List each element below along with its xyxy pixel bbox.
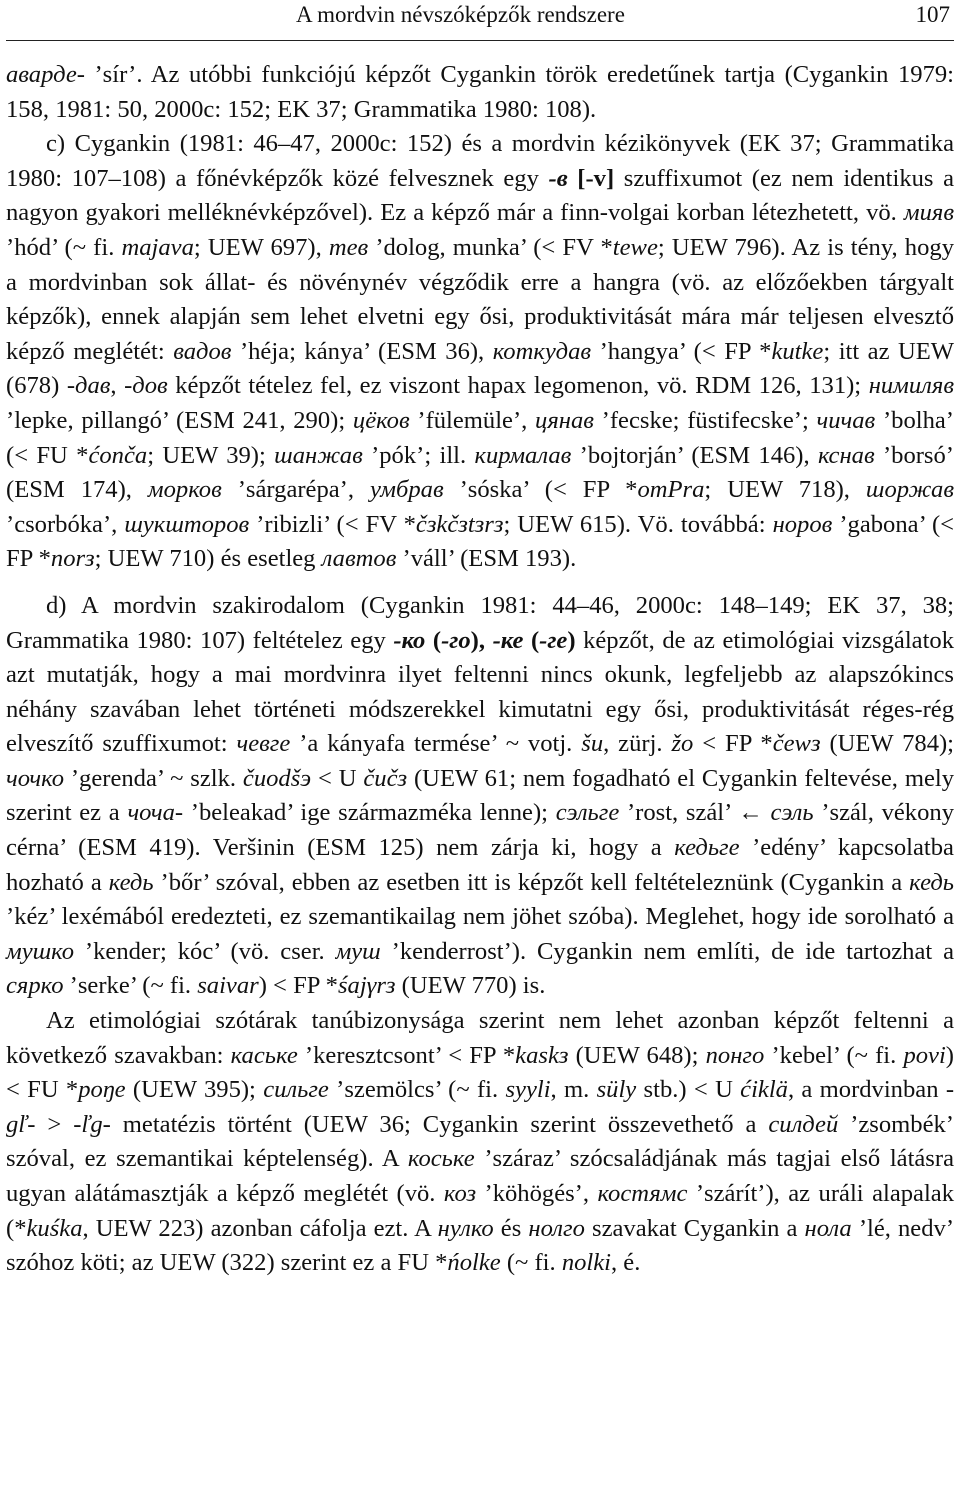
text-run: ’bőr’ szóval, ebben az esetben itt is képzőt kell feltételeznünk (Cygankin a	[153, 868, 910, 896]
text-run: ’bolha’ (< FU *	[6, 406, 954, 469]
text-run: (~ fi.	[500, 1249, 562, 1277]
cited-form: нола	[804, 1214, 852, 1242]
cited-form: костямс	[597, 1180, 688, 1207]
cited-form: коське	[407, 1145, 475, 1173]
cited-form: понго	[705, 1041, 765, 1069]
text-run: ’pók’; ill.	[362, 441, 475, 469]
header-title: A mordvin névszóképzők rendszere	[296, 2, 625, 27]
text-run: ’gabona’ (< FP *	[6, 510, 954, 573]
cited-form: poŋe	[78, 1076, 126, 1104]
text-run: ’hód’ (~ fi.	[6, 233, 122, 261]
cited-form: кедь	[909, 868, 954, 896]
text-run: (UEW 61; nem fogadható el Cygankin feltevése, mely szerint ez a	[6, 764, 955, 827]
cited-form: чевге	[236, 730, 291, 758]
cited-form: majava	[121, 233, 194, 261]
text-run: ,	[110, 372, 125, 400]
cited-form: -дов	[124, 372, 168, 400]
cited-form: saivar	[197, 972, 259, 1000]
cited-form: -ко	[393, 626, 426, 654]
cited-form: каське	[230, 1041, 298, 1069]
text-run: ’szemölcs’ (~ fi.	[328, 1076, 506, 1104]
text-run: (UEW 770) is.	[395, 972, 546, 1000]
text-run: ; itt az UEW (678)	[6, 337, 955, 400]
cited-form: сильге	[263, 1076, 329, 1104]
text-run: ’szál, vékony cérna’ (ESM 419). Veršinin (ESM 125) nem zárja ki, hogy a	[6, 799, 954, 862]
cited-form: мияв	[903, 199, 954, 227]
text-run: , UEW 223) azonban cáfolja ezt. A	[82, 1214, 438, 1242]
text-run: ; UEW 718),	[704, 476, 866, 504]
text-run: ’zsombék’ szóval, ez szemantikai képtelenség). A	[6, 1110, 954, 1173]
cited-form: вадов	[173, 337, 232, 365]
cited-form: kuśka	[26, 1214, 83, 1242]
text-run: ’hangya’ (< FP *	[591, 337, 772, 365]
running-header	[6, 0, 954, 41]
text-run: ; UEW 710) és esetleg	[94, 545, 322, 573]
text-run: ’borsó’ (ESM 174),	[6, 441, 954, 504]
text-run: képzőt tételez fel, ez viszont hapax legomenon, vö. RDM 126, 131);	[167, 372, 869, 400]
text-run: ’csorbóka’,	[6, 510, 125, 538]
text-run: ’sárgarépa’,	[221, 476, 370, 504]
cited-form: сярко	[6, 972, 64, 1000]
cited-form: süly	[596, 1076, 637, 1104]
cited-form: kaskз	[515, 1041, 569, 1069]
cited-form: nolki	[561, 1249, 611, 1277]
cited-form: цянав	[535, 406, 594, 434]
cited-form: нимиляв	[868, 372, 955, 400]
cited-form: šu	[581, 730, 604, 758]
text-run: ’sóska’ (< FP *	[443, 476, 638, 504]
text-run: (	[523, 626, 540, 654]
body-text	[6, 58, 954, 1281]
text-run: ’szárít’), az uráli alapalak (*	[6, 1180, 955, 1242]
cited-form: -gľ-	[6, 1076, 955, 1138]
cited-form: шукшторов	[124, 510, 250, 538]
text-run: [-v]	[567, 164, 615, 192]
cited-form: kutke	[771, 337, 824, 365]
text-run: ’kenderrost’). Cygankin nem említi, de ide tartozhat a	[380, 937, 954, 965]
cited-form: čewз	[772, 730, 821, 758]
text-run: , zürj.	[603, 730, 672, 758]
cited-form: нулко	[437, 1214, 494, 1242]
text-run: , a mordvinban	[787, 1076, 946, 1104]
text-run: c) Cygankin (1981: 46–47, 2000c: 152) és a mordvin kézikönyvek (EK 37; Grammatika 1980: 107–108) a főnévképzők közé felvesznek egy	[6, 130, 954, 192]
text-run: ’kéz’ lexémából eredezteti, ez szemantikailag nem jöhet szóba). Meglehet, hogy ide sorolható a	[6, 903, 954, 931]
paragraph	[6, 1004, 954, 1281]
cited-form: -дав	[66, 372, 111, 400]
page-number: 107	[915, 2, 950, 27]
cited-form: силдей	[768, 1110, 839, 1138]
cited-form: чоча-	[127, 799, 184, 827]
cited-form: коз	[443, 1180, 477, 1207]
text-run: (	[425, 626, 442, 654]
text-run: ’sír’. Az utóbbi funkciójú képzőt Cygankin török eredetűnek tartja (Cygankin 1979: 158, 1981: 50, 2000c: 152; EK 37; Grammatika 1980: 108).	[6, 61, 954, 123]
text-run: szavakat Cygankin a	[584, 1214, 805, 1242]
text-run: ’száraz’ szócsaládjának más tagjai első látásra ugyan alátámasztják a képző meglétét (vö.	[6, 1145, 954, 1207]
text-run: ’a kányafa termése’ ~ votj.	[290, 730, 582, 758]
cited-form: морков	[147, 476, 222, 504]
cited-form: ńolke	[447, 1249, 501, 1277]
cited-form: муш	[335, 937, 381, 965]
cited-form: ćiklä	[740, 1076, 788, 1104]
cited-form: нолго	[528, 1214, 585, 1242]
cited-form: шанжав	[274, 441, 363, 469]
cited-form: žo	[671, 730, 694, 758]
cited-form: ćonča	[88, 441, 148, 469]
text-run: és	[493, 1214, 529, 1242]
cited-form: шоржав	[865, 476, 954, 504]
cited-form: tewe	[612, 233, 658, 261]
text-run: )	[567, 626, 576, 654]
text-run: stb.) < U	[636, 1076, 741, 1104]
text-run: ; UEW 615). Vö. továbbá:	[503, 510, 773, 538]
text-run: ; UEW 697),	[193, 233, 329, 261]
cited-form: сэльге	[555, 799, 620, 827]
paragraph	[6, 127, 954, 577]
text-run: (UEW 648);	[568, 1041, 706, 1069]
text-run: ’serke’ (~ fi.	[63, 972, 198, 1000]
text-run: ),	[470, 626, 493, 654]
cited-form: чочко	[6, 764, 64, 792]
cited-form: -ľg-	[73, 1110, 111, 1138]
text-run: >	[35, 1110, 74, 1138]
text-run: Az etimológiai szótárak tanúbizonysága szerint nem lehet azonban képzőt feltenni a következő szavakban:	[6, 1007, 954, 1069]
text-run: (UEW 395);	[125, 1076, 264, 1104]
text-run: ’lé, nedv’ szóhoz köti; az UEW (322) szerint ez a FU *	[6, 1214, 955, 1277]
text-run: ’gerenda’ ~ szlk.	[64, 764, 243, 792]
text-run: ’köhögés’,	[476, 1180, 598, 1207]
text-run: ’beleakad’ ige származméka lenne);	[183, 799, 556, 827]
text-run: ’edény’ kapcsolatba hozható a	[6, 834, 954, 896]
text-run: (UEW 784);	[820, 730, 955, 758]
text-run: ’fecske; füstifecske’;	[593, 406, 817, 434]
cited-form: -го	[441, 626, 471, 654]
cited-form: norз	[50, 545, 95, 573]
text-run: ’lepke, pillangó’ (ESM 241, 290);	[6, 406, 353, 434]
text-run: szuffixumot (ez nem identikus a nagyon gyakori melléknévképzővel). Ez a képző már a finn-volgai korban létezhetett, vö.	[6, 164, 955, 227]
cited-form: умбрав	[369, 476, 444, 504]
text-run: ’fülemüle’,	[409, 406, 536, 434]
cited-form: čučз	[363, 764, 408, 792]
text-run: , é.	[611, 1249, 641, 1277]
cited-form: povi	[903, 1041, 946, 1069]
text-run: ’dolog, munka’ (< FV *	[368, 233, 613, 261]
paragraph	[6, 58, 954, 127]
cited-form: śajγrз	[337, 972, 396, 1000]
text-run: , m.	[550, 1076, 597, 1104]
cited-form: коткудав	[492, 337, 592, 365]
text-run: ’rost, szál’ ←	[619, 799, 771, 827]
cited-form: цёков	[352, 406, 410, 434]
text-run: ’kebel’ (~ fi.	[764, 1041, 904, 1069]
text-run: d) A mordvin szakirodalom (Cygankin 1981: 44–46, 2000c: 148–149; EK 37, 38; Grammatika 1980: 107) feltételez egy	[6, 591, 954, 654]
text-run: ; UEW 796). Az is tény, hogy a mordvinban sok állat- és növénynév végződik erre a hangra (vö. az előzőekben tárgyalt képzők), ennek alapján sem lehet elvetni egy ősi, produktivitását mára már teljesen elvesztő képző meglétét:	[6, 233, 954, 365]
cited-form: кснав	[817, 441, 875, 469]
cited-form: норов	[772, 510, 833, 538]
cited-form: чичав	[816, 406, 876, 434]
cited-form: omPra	[637, 476, 705, 504]
cited-form: -ке	[492, 626, 524, 654]
text-run: ’keresztcsont’ < FP *	[297, 1041, 516, 1069]
cited-form: сэль	[770, 799, 814, 827]
text-run: ’kender; kóc’ (vö. cser.	[74, 937, 336, 965]
cited-form: čзkčзtзrз	[415, 510, 504, 538]
text-run: ) < FP *	[258, 972, 338, 1000]
cited-form: -ге	[539, 626, 568, 654]
text-run: ; UEW 39);	[147, 441, 275, 469]
text-run: ’héja; kánya’ (ESM 36),	[231, 337, 493, 365]
text-run: képzőt, de az etimológiai vizsgálatok azt mutatják, hogy a mai mordvinra ilyet feltenni nincs okunk, legfeljebb az alapszókincs néhány szavában lehet történeti módszerekkel kimutatni egy ősi, produktivitását réges-rég elveszítő szuffixumot:	[6, 626, 955, 758]
cited-form: аварде-	[6, 61, 85, 88]
text-run: < FP *	[693, 730, 773, 758]
cited-form: -в	[548, 164, 568, 192]
cited-form: кедьге	[674, 834, 740, 862]
cited-form: čиodšэ	[242, 764, 312, 792]
text-run: ’bojtorján’ (ESM 146),	[571, 441, 818, 469]
text-run: ’váll’ (ESM 193).	[396, 545, 577, 573]
cited-form: кирмалав	[474, 441, 572, 469]
cited-form: тев	[328, 233, 369, 261]
cited-form: лавтов	[321, 545, 397, 573]
text-run: ) < FU *	[6, 1041, 954, 1104]
cited-form: кедь	[108, 868, 154, 896]
text-run: ’ribizli’ (< FV *	[249, 510, 416, 538]
text-run: metatézis történt (UEW 36; Cygankin szerint összevethető a	[110, 1110, 769, 1138]
text-run: < U	[311, 764, 364, 792]
paragraph	[6, 589, 954, 1004]
cited-form: мушко	[6, 937, 75, 965]
cited-form: syyli	[505, 1076, 551, 1104]
